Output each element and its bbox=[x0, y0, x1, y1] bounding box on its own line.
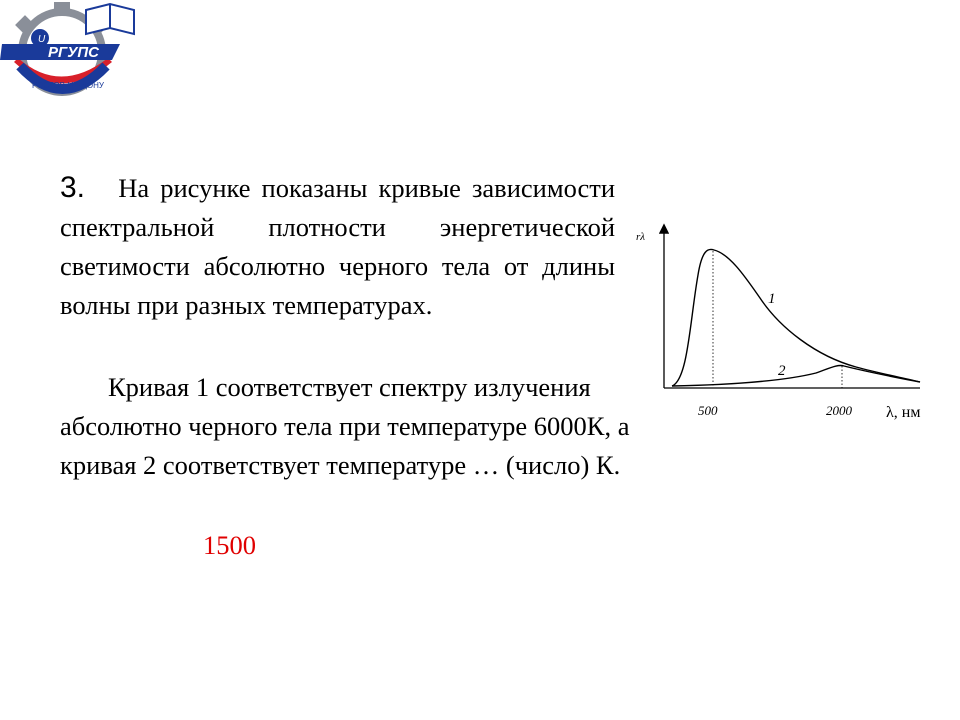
problem-number: 3. bbox=[60, 171, 86, 204]
y-axis-label: rλ bbox=[636, 231, 646, 243]
curve-2 bbox=[672, 365, 920, 386]
svg-text:U: U bbox=[38, 34, 46, 45]
spectral-density-graph bbox=[620, 220, 940, 430]
problem-question-text: Кривая 1 соответствует спектру излучения абсолютно черного тела при температуре 6000К, а кривая 2 соответствует температуре … (число) К. bbox=[60, 372, 630, 480]
curve-1-label: 1 bbox=[768, 291, 776, 307]
curve-1 bbox=[672, 249, 920, 386]
problem-question bbox=[60, 368, 630, 485]
x-tick-500: 500 bbox=[698, 403, 718, 418]
university-logo bbox=[0, 0, 140, 108]
x-axis-label: λ, нм bbox=[886, 404, 921, 421]
x-tick-2000: 2000 bbox=[826, 403, 852, 418]
curve-2-label: 2 bbox=[778, 363, 786, 379]
logo-text: РГУПС bbox=[48, 44, 99, 61]
problem-text: На рисунке показаны кривые зависимости спектральной плотности энергетической светимости абсолютно черного тела от длины волны при разных температурах. bbox=[60, 173, 616, 320]
logo-subtext: РОСТОВ-НА-ДОНУ bbox=[32, 81, 104, 90]
answer-value: 1500 bbox=[203, 530, 256, 560]
problem-statement bbox=[60, 168, 615, 325]
